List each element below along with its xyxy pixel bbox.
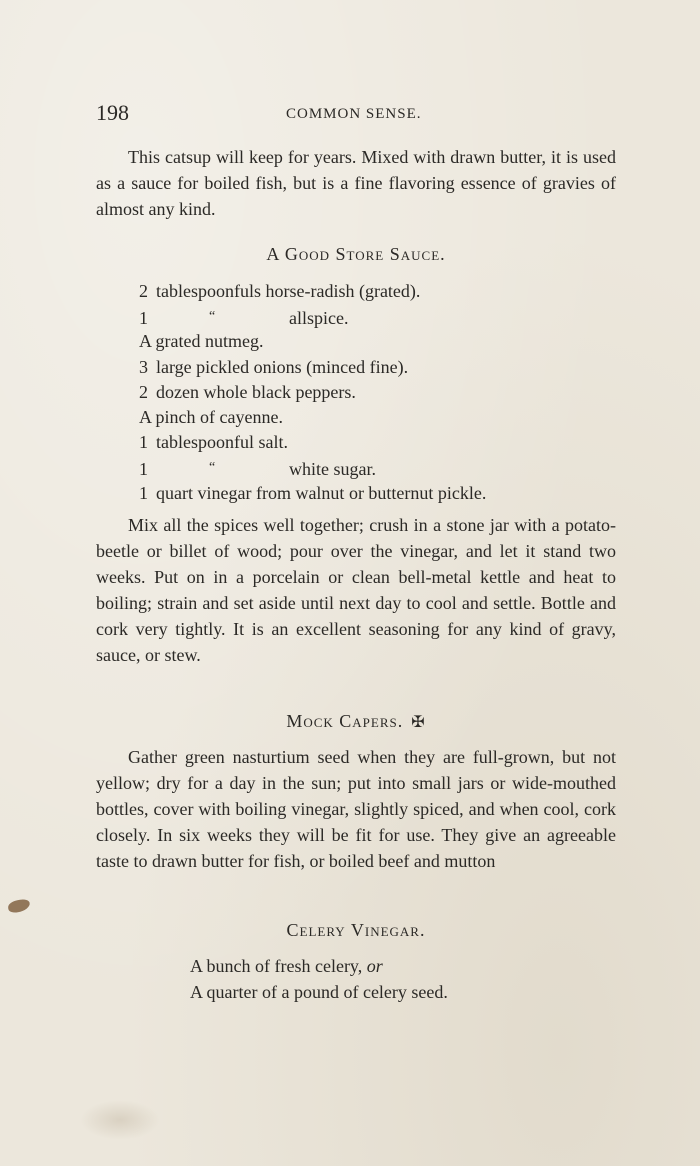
ditto-mark: “ (209, 309, 216, 325)
intro-paragraph: This catsup will keep for years. Mixed with drawn butter, it is used as a sauce for boiled fish, but is a fine flavoring essence of gravies of almost any kind. (96, 147, 616, 219)
ditto-mark: “ (209, 460, 216, 476)
ingredient-text: tablespoonfuls horse-radish (grated). (156, 281, 421, 301)
ingredient-quantity: 2 (139, 381, 148, 402)
ingredient-line (139, 304, 486, 329)
intro-paragraph-block (96, 144, 616, 222)
ingredient-text: white sugar. (289, 459, 376, 480)
ingredient-line (139, 430, 486, 455)
ingredient-text: large pickled onions (minced fine). (156, 356, 409, 377)
store-sauce-title: A Good Store Sauce. (266, 244, 446, 264)
ingredient-text: quart vinegar from walnut or butternut pickle. (156, 482, 487, 503)
ingredient-text: dozen whole black peppers. (156, 381, 356, 402)
ingredient-line (139, 455, 486, 480)
store-sauce-directions-block (96, 512, 616, 668)
celery-line-1-text: A bunch of fresh celery, (190, 956, 363, 976)
store-sauce-ingredients (139, 279, 486, 506)
celery-vinegar-ingredients (190, 953, 448, 1005)
ingredient-line (139, 481, 486, 506)
page-header (96, 100, 616, 130)
ingredient-text: A pinch of cayenne. (139, 406, 283, 427)
ingredient-quantity: 3 (139, 356, 148, 377)
ingredient-quantity: 1 (139, 308, 148, 329)
mock-capers-directions: Gather green nasturtium seed when they are full-grown, but not yellow; dry for a day in the sun; put into small jars or wide-mouthed bottles, cover with boiling vinegar, slightly spiced, and when cool, cork closely. In six weeks they will be fit for use. They give an agreeable taste to drawn butter for fish, or boiled beef and mutton (96, 747, 616, 871)
store-sauce-directions: Mix all the spices well together; crush in a stone jar with a potato-beetle or billet of wood; pour over the vinegar, and let it stand two weeks. Put on in a porcelain or clean bell-metal kettle and heat to boiling; strain and set aside until next day to cool and settle. Bottle and cork very tightly. It is an excellent seasoning for any kind of gravy, sauce, or stew. (96, 515, 616, 665)
mock-capers-title: Mock Capers. (286, 711, 404, 731)
ingredient-line (139, 329, 486, 354)
ingredient-text: A grated nutmeg. (139, 331, 264, 352)
ingredient-line (139, 380, 486, 405)
paper-foxing (80, 1100, 160, 1140)
ingredient-quantity: 2 (139, 281, 148, 301)
celery-line-1 (190, 953, 448, 979)
ingredient-line (139, 355, 486, 380)
ingredient-text: allspice. (289, 308, 349, 329)
ingredient-quantity: 1 (139, 459, 148, 480)
celery-line-2: A quarter of a pound of celery seed. (190, 982, 448, 1002)
ingredient-quantity: 1 (139, 482, 148, 503)
mock-capers-heading (96, 711, 616, 732)
celery-line-1-or: or (366, 956, 383, 976)
cross-mark-icon: ✠ (411, 714, 426, 731)
mock-capers-directions-block (96, 744, 616, 874)
ingredient-quantity: 1 (139, 432, 148, 453)
running-head: COMMON SENSE. (286, 106, 422, 122)
celery-vinegar-title: Celery Vinegar. (286, 920, 426, 940)
ingredient-line (139, 279, 486, 304)
ink-stain (7, 898, 31, 914)
page-number: 198 (96, 100, 129, 125)
ingredient-text: tablespoonful salt. (156, 432, 288, 453)
ingredient-line (139, 405, 486, 430)
